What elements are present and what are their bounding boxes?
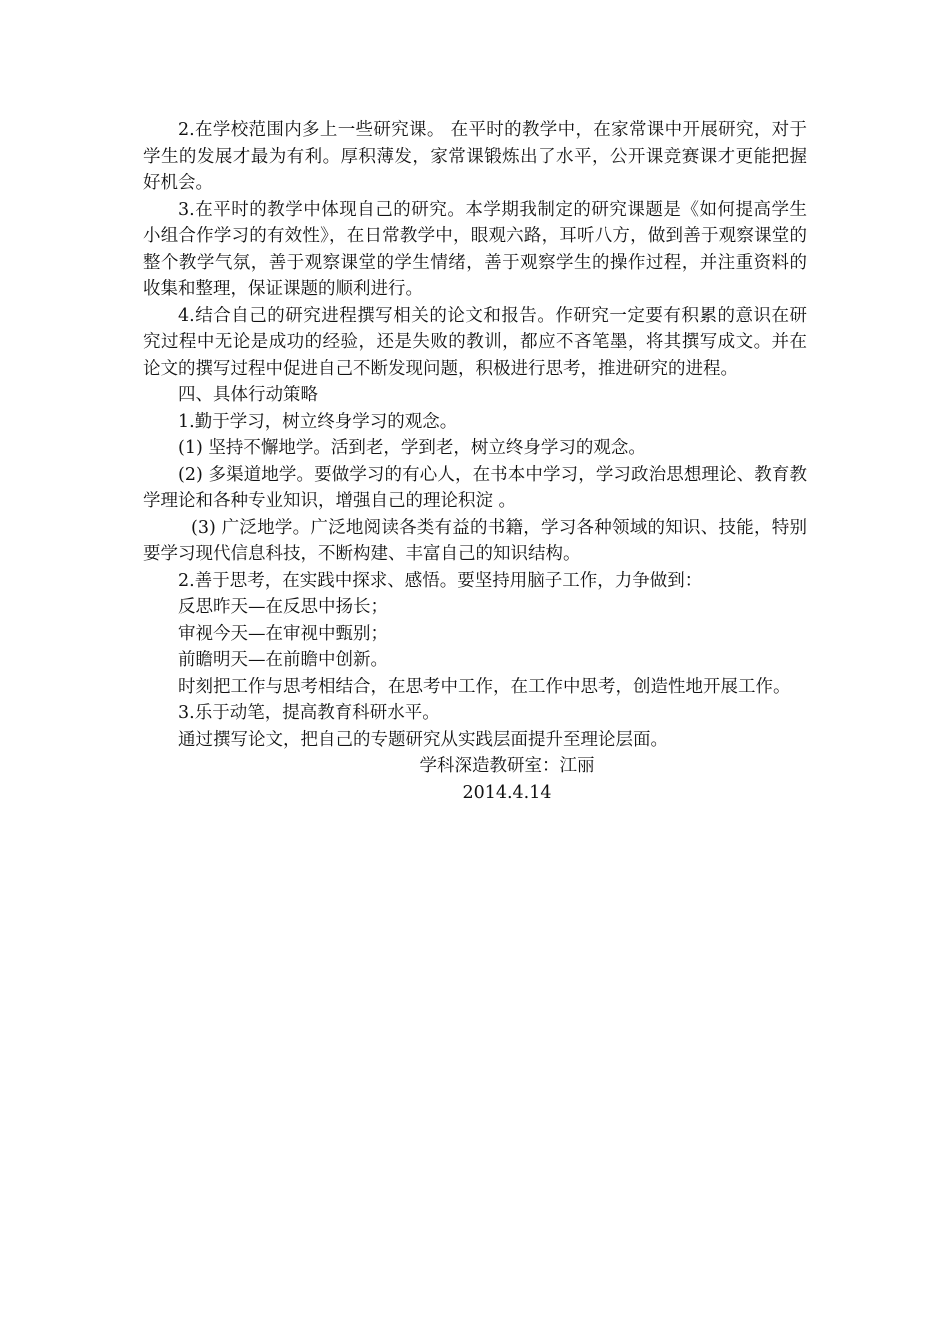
signature: 学科深造教研室：江丽 xyxy=(419,756,595,776)
item-learning: 1.勤于学习，树立终身学习的观念。 xyxy=(178,411,458,432)
item-thinking: 2.善于思考，在实践中探求、感悟。要坚持用脑子工作，力争做到： xyxy=(178,570,703,591)
document-body xyxy=(143,117,807,806)
item-learning-persist: (1) 坚持不懈地学。活到老，学到老，树立终身学习的观念。 xyxy=(178,438,646,458)
reflect-today: 审视今天—在审视中甄别； xyxy=(178,623,388,644)
paragraph-research-in-teaching: 3.在平时的教学中体现自己的研究。本学期我制定的研究课题是《如何提高学生小组合作学习的有效性》，在日常教学中，眼观六路，耳听八方，做到善于观察课堂的整个教学气氛，善于观察课堂的学生情绪，善于观察学生的操作过程，并注重资料的收集和整理，保证课题的顺利进行。 xyxy=(143,199,807,299)
reflect-summary: 时刻把工作与思考相结合，在思考中工作，在工作中思考，创造性地开展工作。 xyxy=(178,676,791,697)
item-writing: 3.乐于动笔，提高教育科研水平。 xyxy=(178,703,440,723)
paragraph-writing-papers: 4.结合自己的研究进程撰写相关的论文和报告。作研究一定要有积累的意识在研究过程中无论是成功的经验，还是失败的教训，都应不吝笔墨，将其撰写成文。并在论文的撰写过程中促进自己不断发现问题，积极进行思考，推进研究的进程。 xyxy=(143,305,807,379)
item-writing-text: 通过撰写论文，把自己的专题研究从实践层面提升至理论层面。 xyxy=(178,729,668,750)
item-learning-channels: (2) 多渠道地学。要做学习的有心人，在书本中学习，学习政治思想理论、教育教学理论和各种专业知识，增强自己的理论积淀 。 xyxy=(143,464,807,511)
reflect-yesterday: 反思昨天—在反思中扬长； xyxy=(178,597,388,617)
paragraph-research-lessons: 2.在学校范围内多上一些研究课。 在平时的教学中，在家常课中开展研究，对于学生的发展才最为有利。厚积薄发，家常课锻炼出了水平，公开课竞赛课才更能把握好机会。 xyxy=(143,120,807,193)
document-date: 2014.4.14 xyxy=(462,782,552,803)
item-learning-broad: (3) 广泛地学。广泛地阅读各类有益的书籍，学习各种领域的知识、技能，特别要学习现代信息科技，不断构建、丰富自己的知识结构。 xyxy=(143,517,807,564)
reflect-tomorrow: 前瞻明天—在前瞻中创新。 xyxy=(178,650,388,670)
section-heading: 四、具体行动策略 xyxy=(178,385,318,405)
